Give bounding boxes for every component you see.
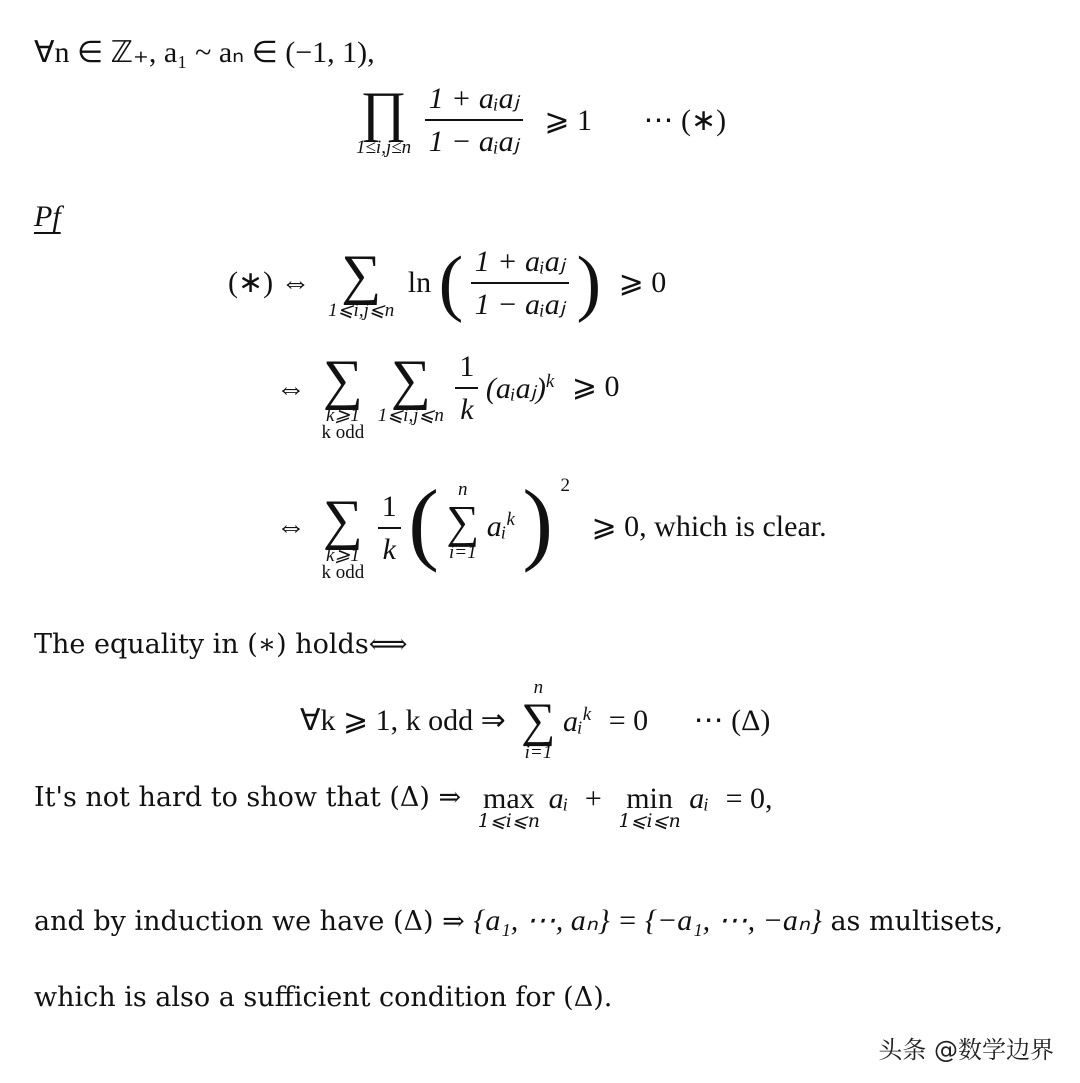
proof-step-2 — [276, 349, 620, 443]
outer-sum-operator: ∑ k⩾1 k odd — [321, 489, 365, 583]
step1-fraction — [471, 244, 569, 321]
outer-exponent: 2 — [560, 475, 571, 496]
min-operator: min 1⩽i⩽n — [618, 782, 681, 832]
right-paren: ) — [576, 242, 602, 324]
inner-limits: 1⩽i,j⩽n — [377, 405, 444, 426]
maxmin-line — [34, 784, 773, 831]
step1-numerator: 1 + aᵢaⱼ — [474, 244, 566, 278]
left-big-paren: ( — [408, 471, 439, 573]
coef-numerator: 1 — [459, 350, 475, 383]
product-inequality — [356, 81, 727, 158]
coef-numerator: 1 — [381, 490, 397, 523]
final-line: which is also a sufficient condition for (Δ). — [34, 982, 613, 1013]
delta-sum-lower: i=1 — [524, 742, 553, 763]
delta-relation: = 0 — [608, 704, 649, 737]
coef-fraction — [455, 352, 478, 425]
delta-condition — [300, 677, 771, 763]
max-ai: aᵢ — [548, 782, 569, 815]
coef-denominator: k — [455, 387, 478, 425]
induction-line — [34, 906, 1003, 936]
delta-sum-upper: n — [533, 677, 544, 698]
multiset-equation: {a₁, ⋯, aₙ} = {−a₁, ⋯, −aₙ} — [473, 904, 822, 937]
sum-operator: ∑ 1⩽i,j⩽n — [328, 243, 395, 321]
outer-limit-1: k⩾1 — [325, 545, 360, 566]
equality-line: The equality in (∗) holds⟺ — [34, 629, 408, 660]
ln-function: ln — [407, 266, 432, 299]
step2-relation: ⩾ 0 — [571, 370, 620, 403]
delta-lhs: ∀k ⩾ 1, k odd ⇒ — [300, 704, 506, 737]
left-paren: ( — [438, 242, 464, 324]
proof-step-1 — [228, 242, 667, 324]
min-limits: 1⩽i⩽n — [618, 810, 681, 832]
step2-term: (aᵢaⱼ)$^k$ — [485, 371, 555, 405]
step1-denominator: 1 − aᵢaⱼ — [471, 282, 569, 320]
step1-relation: ⩾ 0 — [618, 266, 667, 299]
coef-denominator: k — [378, 527, 401, 565]
outer-limit-1: k⩾1 — [325, 405, 360, 426]
maxmin-text: It's not hard to show that (Δ) ⇒ — [34, 782, 462, 813]
outer-limit-2: k odd — [321, 422, 365, 443]
delta-tag: ⋯ (Δ) — [693, 704, 771, 737]
product-numerator: 1 + aᵢaⱼ — [428, 82, 519, 115]
premise-line: ∀n ∈ ℤ₊, a₁ ~ aₙ ∈ (−1, 1), — [34, 36, 375, 69]
inner-lower: i=1 — [448, 542, 477, 563]
induction-tail: as multisets, — [830, 906, 1004, 937]
outer-limit-2: k odd — [321, 562, 365, 583]
step2-lhs: ⇔ — [276, 372, 306, 405]
proof-label: Pf — [34, 200, 61, 233]
product-denominator: 1 − aᵢaⱼ — [425, 119, 523, 157]
max-limits: 1⩽i⩽n — [477, 810, 540, 832]
maxmin-relation: = 0, — [725, 782, 773, 815]
product-tag: ⋯ (∗) — [643, 103, 727, 137]
max-operator: max 1⩽i⩽n — [477, 782, 540, 832]
outer-sum-operator: ∑ k⩾1 k odd — [321, 349, 365, 443]
step2-exponent: k — [545, 371, 555, 392]
proof-step-3 — [276, 471, 827, 583]
product-fraction — [425, 84, 523, 157]
induction-text: and by induction we have (Δ) ⇒ — [34, 906, 465, 937]
term-exponent: k — [506, 509, 515, 530]
plus-sign: + — [584, 782, 602, 815]
step1-lhs: (∗) ⇔ — [228, 266, 311, 299]
inner-sum-operator: n ∑ i=1 — [446, 479, 480, 563]
inner-upper: n — [458, 479, 468, 500]
min-ai: aᵢ — [689, 782, 710, 815]
right-big-paren: ) — [522, 471, 554, 573]
sum-limits: 1⩽i,j⩽n — [328, 299, 395, 321]
delta-sum-operator: n ∑ i=1 — [521, 677, 556, 763]
step3-relation: ⩾ 0, which is clear. — [591, 510, 827, 543]
coef-fraction — [378, 492, 401, 565]
delta-term: aᵢ$^k$ — [563, 704, 592, 738]
product-operator: ∏ 1≤i,j≤n — [356, 81, 412, 158]
product-relation: ⩾ 1 — [544, 103, 593, 137]
watermark: 头条 @数学边界 — [878, 1036, 1054, 1064]
product-limits: 1≤i,j≤n — [356, 137, 412, 158]
inner-sum-operator: ∑ 1⩽i,j⩽n — [377, 349, 444, 426]
step3-term: aᵢ$^k$ — [486, 509, 515, 543]
delta-term-exponent: k — [582, 704, 592, 725]
step3-lhs: ⇔ — [276, 510, 306, 543]
